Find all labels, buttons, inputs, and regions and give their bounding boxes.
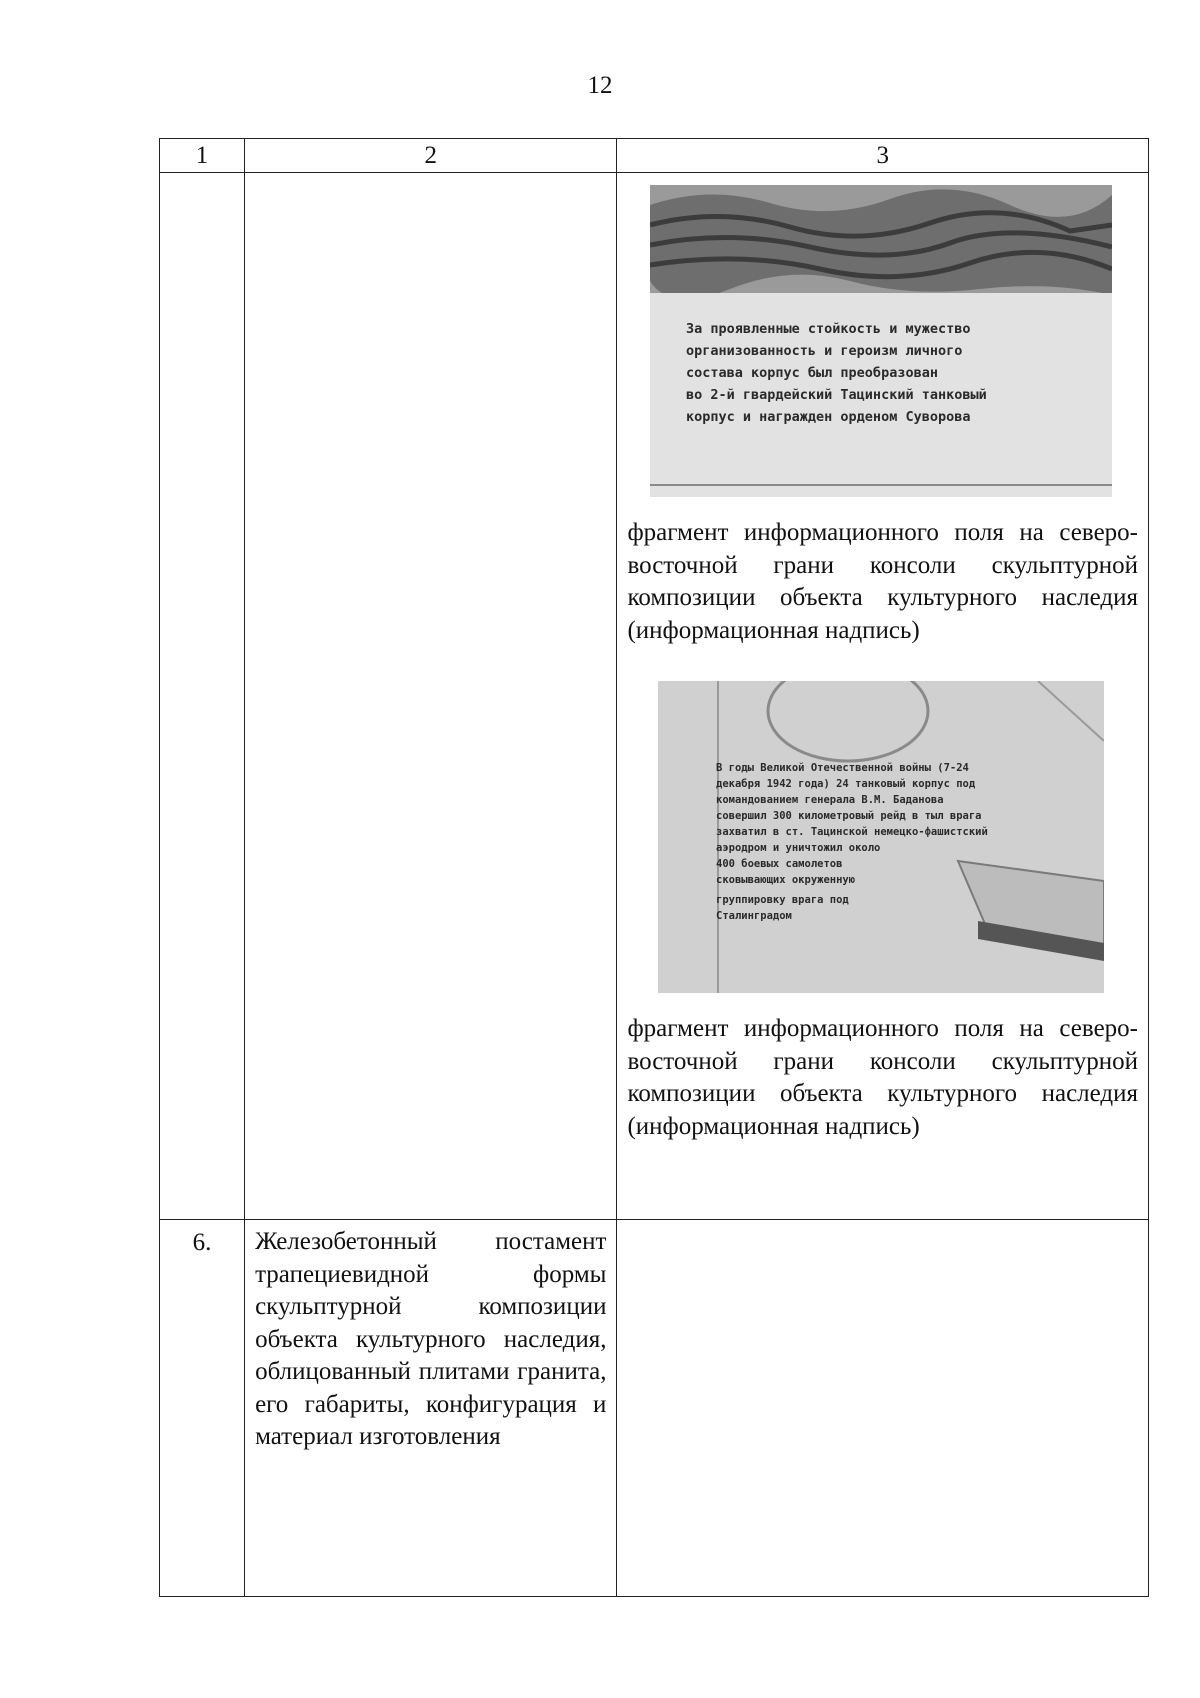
empty-number-cell (160, 173, 245, 1220)
plaque2-line-6: аэродром и уничтожил около (716, 842, 881, 854)
plaque-photo-icon (650, 185, 1112, 497)
header-cell-2: 2 (245, 139, 617, 173)
photo-cell (617, 173, 1149, 1220)
plaque2-line-4: совершил 300 километровый рейд в тыл врага (716, 810, 982, 822)
heritage-table (159, 138, 1149, 1597)
plaque1-line-1: За проявленные стойкость и мужество (686, 321, 971, 337)
row-number: 6. (160, 1220, 245, 1597)
plaque-photo-2 (658, 681, 1104, 993)
plaque2-line-7: 400 боевых самолетов (716, 858, 843, 870)
row-empty-cell (617, 1220, 1149, 1597)
plaque2-line-2: декабря 1942 года) 24 танковый корпус под (716, 778, 976, 790)
plaque2-line-8: сковывающих окруженную (716, 874, 856, 886)
photo-caption-1: фрагмент информационного поля на северо-восточной грани консоли скульптурной композиции объекта культурного наследия (информационная надпись) (627, 519, 1138, 644)
plaque1-line-5: корпус и награжден орденом Суворова (686, 409, 971, 425)
row-description: Железобетонный постамент трапециевидной формы скульптурной композиции объекта культурного наследия, облицованный плитами гранита, его габариты, конфигурация и материал изготовления (245, 1220, 617, 1597)
plaque2-line-9: группировку врага под (716, 894, 850, 906)
header-cell-3: 3 (617, 139, 1149, 173)
page-number: 12 (587, 72, 613, 99)
header-cell-1: 1 (160, 139, 245, 173)
plaque1-line-3: состава корпус был преобразован (686, 365, 939, 381)
plaque2-line-10: Сталинградом (716, 910, 793, 922)
plaque1-line-2: организованность и героизм личного (686, 343, 963, 359)
plaque-photo-icon (658, 681, 1104, 993)
table-row-photos (160, 173, 1149, 1220)
empty-description-cell (245, 173, 617, 1220)
plaque2-line-5: захватил в ст. Тацинской немецко-фашистский (716, 826, 989, 838)
plaque2-line-1: В годы Великой Отечественной войны (7-24 (716, 762, 970, 774)
plaque2-line-3: командованием генерала В.М. Баданова (716, 794, 945, 806)
photo-caption-2: фрагмент информационного поля на северо-восточной грани консоли скульптурной композиции объекта культурного наследия (информационная надпись) (627, 1015, 1138, 1140)
table-header-row (160, 139, 1149, 173)
table-row (160, 1220, 1149, 1597)
plaque-photo-1 (650, 185, 1112, 497)
plaque1-line-4: во 2-й гвардейский Тацинский танковый (686, 387, 988, 403)
